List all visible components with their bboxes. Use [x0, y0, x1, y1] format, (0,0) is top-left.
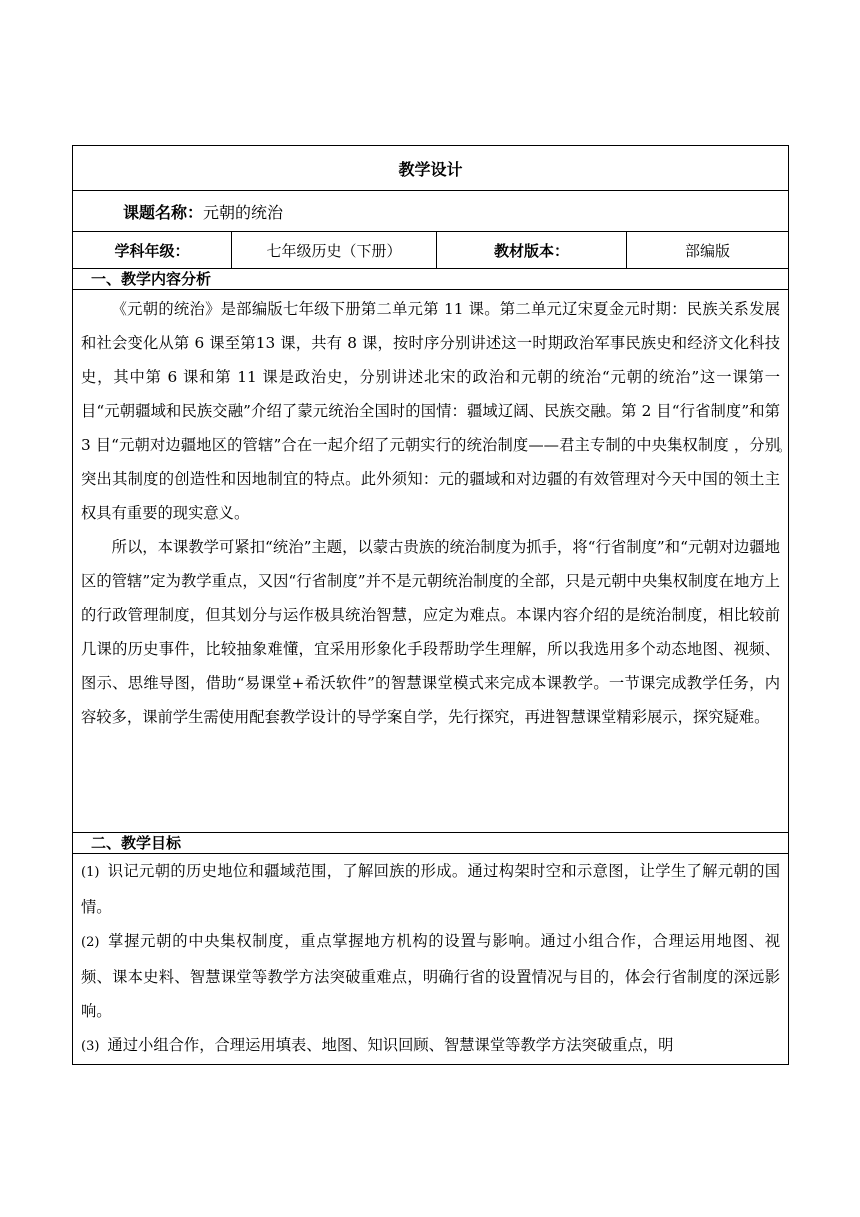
meta-row: [73, 232, 789, 269]
goal-text: 掌握元朝的中央集权制度，重点掌握地方机构的设置与影响。通过小组合作，合理运用地图、视频、课本史料、智慧课堂等教学方法突破重难点，明确行省的设置情况与目的，体会行省制度的深远影响。: [81, 932, 781, 1020]
section1-heading: 一、教学内容分析: [73, 269, 789, 290]
goal-item: [81, 1028, 780, 1064]
section2-heading: 二、教学目标: [73, 833, 789, 854]
goal-number: (1): [81, 865, 100, 880]
goal-number: (3): [81, 1039, 100, 1054]
topic-row: [73, 191, 789, 232]
section2-content: [73, 854, 789, 1065]
section1-content: [73, 290, 789, 833]
subject-value: 七年级历史（下册）: [232, 232, 437, 269]
goal-text: 识记元朝的历史地位和疆域范围，了解回族的形成。通过构架时空和示意图，让学生了解元朝的国情。: [81, 862, 781, 916]
section1-paragraph-2: 所以，本课教学可紧扣“统治”主题，以蒙古贵族的统治制度为抓手，将“行省制度”和“元朝对边疆地区的管辖”定为教学重点，又因“行省制度”并不是元朝统治制度的全部，只是元朝中央集权制度在地方上的行政管理制度，但其划分与运作极具统治智慧，应定为难点。本课内容介绍的是统治制度，相比较前几课的历史事件，比较抽象难懂，宜采用形象化手段帮助学生理解，所以我选用多个动态地图、视频、图示、思维导图，借助“易课堂+希沃软件”的智慧课堂模式来完成本课教学。一节课完成教学任务，内容较多，课前学生需使用配套教学设计的导学案自学，先行探究，再进智慧课堂精彩展示，探究疑难。: [81, 538, 781, 726]
goal-item: [81, 924, 780, 1028]
document-title: 教学设计: [73, 146, 789, 191]
subject-label: 学科年级：: [73, 232, 232, 269]
margin-mark: 。: [778, 440, 791, 454]
goal-item: [81, 854, 780, 924]
goal-number: (2): [81, 935, 100, 950]
edition-value: 部编版: [627, 232, 789, 269]
goal-text: 通过小组合作，合理运用填表、地图、知识回顾、智慧课堂等教学方法突破重点，明: [107, 1036, 674, 1054]
topic-label: 课题名称：: [123, 202, 204, 222]
document-table-wrapper: [72, 145, 791, 1065]
edition-label: 教材版本：: [437, 232, 627, 269]
lesson-plan-table: [72, 145, 789, 1065]
topic-value: 元朝的统治: [203, 202, 284, 222]
section1-paragraph-1: 《元朝的统治》是部编版七年级下册第二单元第 11 课。第二单元辽宋夏金元时期：民族关系发展和社会变化从第 6 课至第13 课，共有 8 课，按时序分别讲述这一时期政治军事民族史和经济文化科技史，其中第 6 课和第 11 课是政治史，分别讲述北宋的政治和元朝的统治“元朝的统治”这一课第一目“元朝疆域和民族交融”介绍了蒙元统治全国时的国情：疆域辽阔、民族交融。第 2 目“行省制度”和第 3 目“元朝对边疆地区的管辖”合在一起介绍了元朝实行的统治制度——君主专制的中央集权制度 ，分别突出其制度的创造性和因地制宜的特点。此外须知：元的疆域和对边疆的有效管理对今天中国的领土主权具有重要的现实意义。: [81, 300, 781, 522]
